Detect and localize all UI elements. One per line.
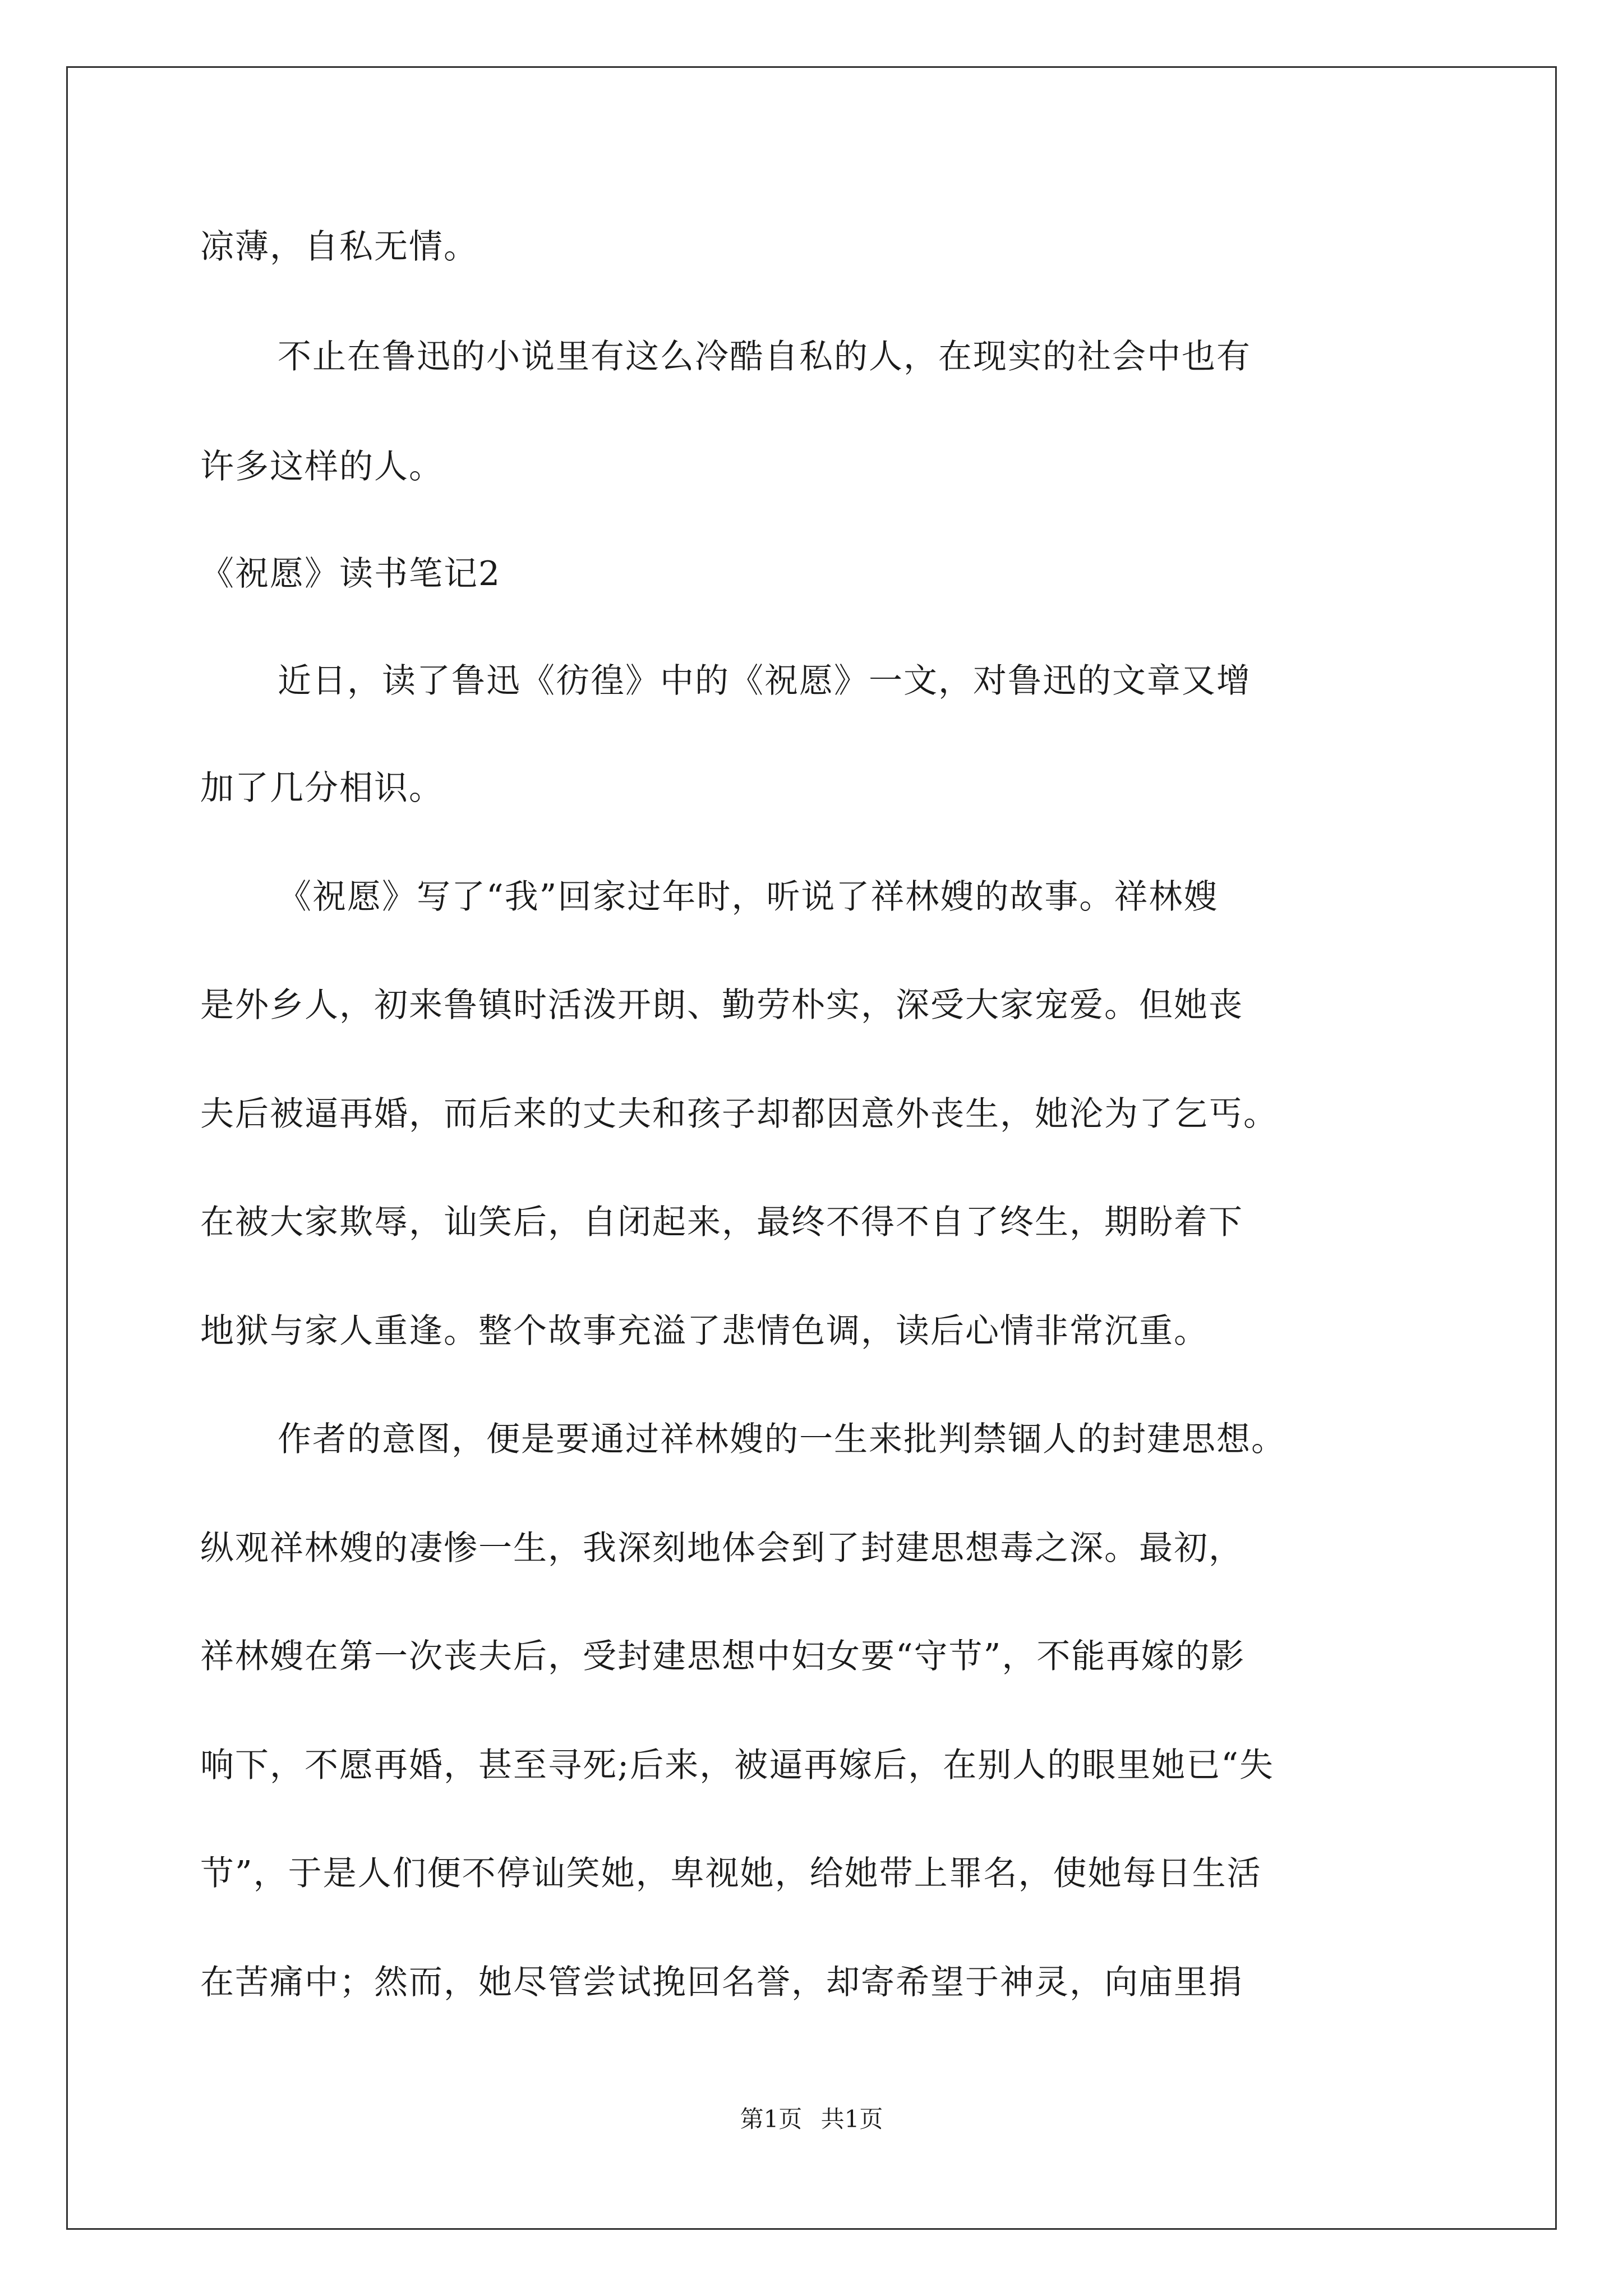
text-line-17: 在苦痛中；然而，她尽管尝试挽回名誉，却寄希望于神灵，向庙里捐 [200,1963,1243,2002]
text-line-16: 节”，于是人们便不停讪笑她，卑视她，给她带上罪名，使她每日生活 [200,1854,1262,1893]
text-line-8: 是外乡人，初来鲁镇时活泼开朗、勤劳朴实，深受大家宠爱。但她丧 [200,986,1243,1025]
text-line-5: 近日，读了鲁迅《彷徨》中的《祝愿》一文，对鲁迅的文章又增 [278,661,1251,701]
page-footer [0,2102,1623,2136]
page-number: 第1页 [740,2105,803,2133]
text-line-3: 许多这样的人。 [200,447,444,486]
text-line-15: 响下，不愿再婚，甚至寻死;后来，被逼再嫁后，在别人的眼里她已“失 [200,1746,1274,1785]
text-line-1: 凉薄，自私无情。 [200,227,478,266]
text-line-10: 在被大家欺辱，讪笑后，自闭起来，最终不得不自了终生，期盼着下 [200,1203,1243,1242]
text-line-2: 不止在鲁迅的小说里有这么冷酷自私的人，在现实的社会中也有 [278,337,1251,376]
text-line-12: 作者的意图，便是要通过祥林嫂的一生来批判禁锢人的封建思想。 [278,1420,1286,1459]
text-line-11: 地狱与家人重逢。整个故事充溢了悲情色调，读后心情非常沉重。 [200,1312,1209,1351]
text-line-6: 加了几分相识。 [200,769,444,808]
text-line-7: 《祝愿》写了“我”回家过年时，听说了祥林嫂的故事。祥林嫂 [278,877,1219,917]
page-border [66,66,1557,2230]
text-line-14: 祥林嫂在第一次丧夫后，受封建思想中妇女要“守节”，不能再嫁的影 [200,1637,1246,1676]
page-total: 共1页 [820,2105,883,2133]
section-heading: 《祝愿》读书笔记2 [200,554,501,593]
text-line-9: 夫后被逼再婚，而后来的丈夫和孩子却都因意外丧生，她沦为了乞丐。 [200,1094,1278,1134]
text-line-13: 纵观祥林嫂的凄惨一生，我深刻地体会到了封建思想毒之深。最初， [200,1529,1243,1568]
